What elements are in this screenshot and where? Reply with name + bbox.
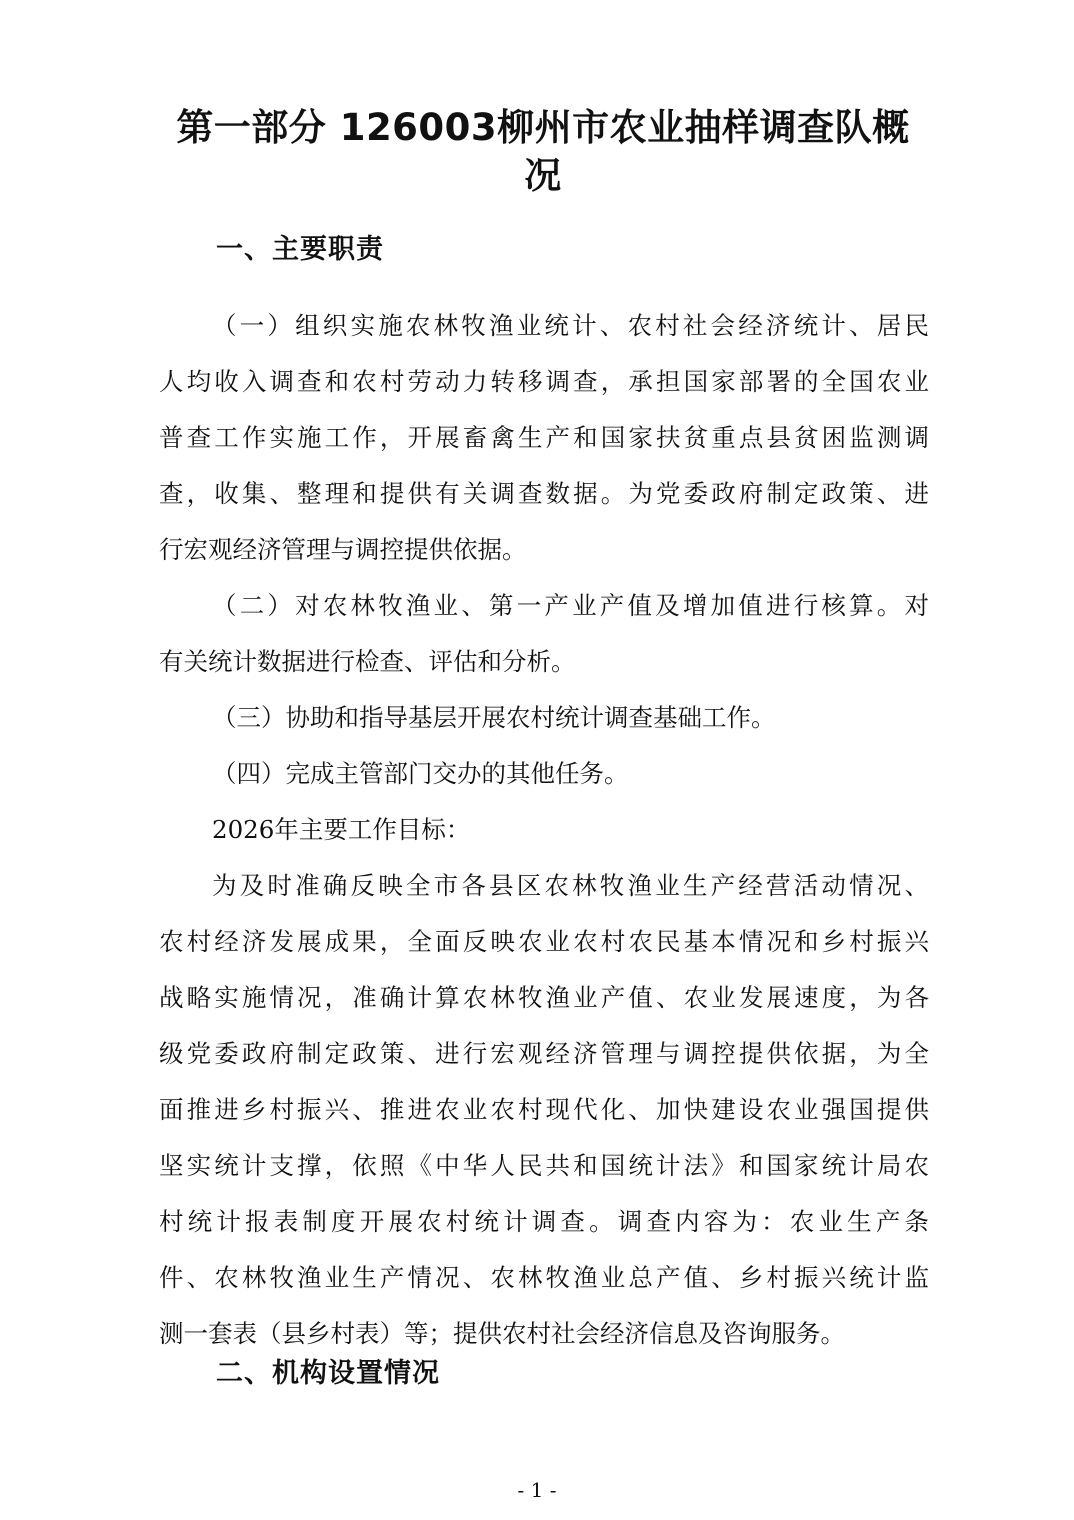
duty-2-line: （二）对农林牧渔业、第一产业产值及增加值进行核算。对 (212, 591, 929, 620)
document-title-line-1: 第一部分 126003柳州市农业抽样调查队概 (176, 106, 910, 149)
duty-1-line: 普查工作实施工作，开展畜禽生产和国家扶贫重点县贫困监测调 (159, 423, 929, 452)
work-goals-line: 农村经济发展成果，全面反映农业农村农民基本情况和乡村振兴 (159, 927, 929, 956)
section-heading-main-duties: 一、主要职责 (216, 234, 384, 265)
work-goals-line: 面推进乡村振兴、推进农业农村现代化、加快建设农业强国提供 (159, 1095, 929, 1124)
work-goals-line: 战略实施情况，准确计算农林牧渔业产值、农业发展速度，为各 (159, 983, 929, 1012)
duty-3-line: （三）协助和指导基层开展农村统计调查基础工作。 (212, 703, 776, 732)
body-paragraphs (159, 298, 929, 1362)
work-goals-label: 2026年主要工作目标： (212, 815, 471, 844)
work-goals-line: 村统计报表制度开展农村统计调查。调查内容为：农业生产条 (159, 1207, 929, 1236)
document-title (150, 104, 936, 200)
work-goals-line: 件、农林牧渔业生产情况、农林牧渔业总产值、乡村振兴统计监 (159, 1263, 929, 1292)
document-title-line-2: 况 (524, 154, 562, 197)
work-goals-line: 坚实统计支撑，依照《中华人民共和国统计法》和国家统计局农 (159, 1151, 929, 1180)
duty-2-line: 有关统计数据进行检查、评估和分析。 (159, 647, 576, 676)
duty-1-line: 查，收集、整理和提供有关调查数据。为党委政府制定政策、进 (159, 479, 929, 508)
duty-1-line: （一）组织实施农林牧渔业统计、农村社会经济统计、居民 (212, 311, 929, 340)
section-heading-organization: 二、机构设置情况 (216, 1358, 440, 1389)
work-goals-line: 为及时准确反映全市各县区农林牧渔业生产经营活动情况、 (212, 871, 929, 900)
duty-4-line: （四）完成主管部门交办的其他任务。 (212, 759, 629, 788)
work-goals-line: 级党委政府制定政策、进行宏观经济管理与调控提供依据，为全 (159, 1039, 929, 1068)
page-number: - 1 - (517, 1478, 557, 1502)
duty-1-line: 行宏观经济管理与调控提供依据。 (159, 535, 527, 564)
duty-1-line: 人均收入调查和农村劳动力转移调查，承担国家部署的全国农业 (159, 367, 929, 396)
work-goals-line: 测一套表（县乡村表）等；提供农村社会经济信息及咨询服务。 (159, 1319, 845, 1348)
